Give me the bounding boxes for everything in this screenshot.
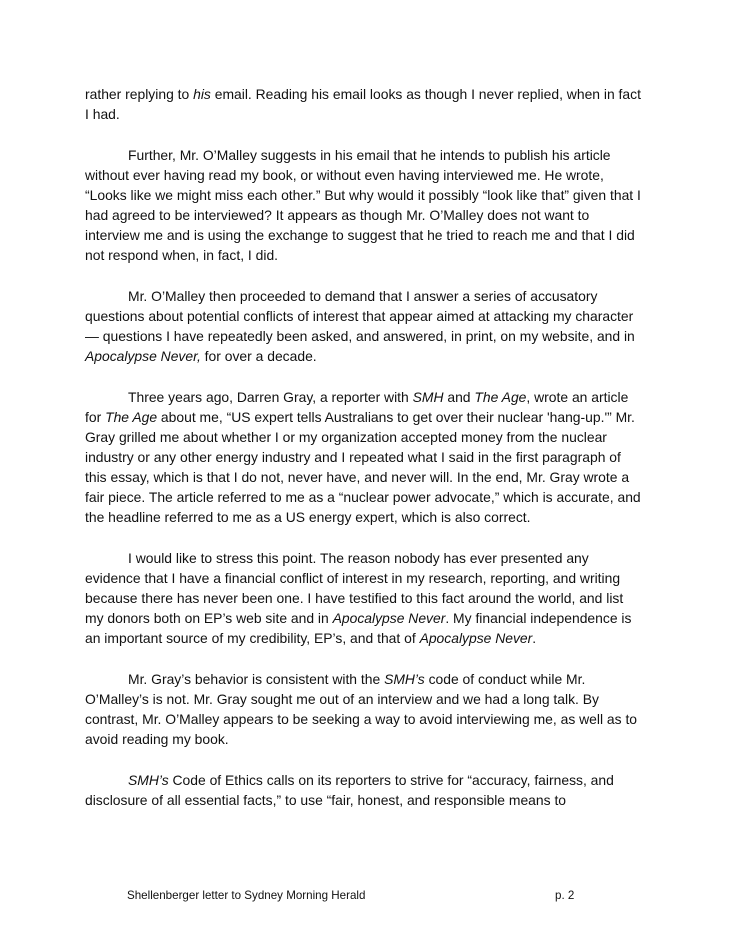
italic-text-run: Apocalypse Never — [419, 629, 533, 646]
paragraph-financial-independence — [85, 549, 645, 649]
text-run: , wrote an article for — [85, 389, 629, 426]
text-run: rather replying to — [85, 86, 194, 102]
italic-text-run: SMH’s — [128, 772, 169, 789]
paragraph-code-of-ethics — [85, 771, 645, 811]
italic-text-run: SMH — [412, 389, 444, 406]
text-run: Mr. Gray’s behavior is consistent with the — [128, 671, 385, 688]
text-run: . — [532, 629, 537, 646]
text-run: email. Reading his email looks as though I never replied, when in fact I had. — [85, 86, 641, 122]
text-run: Further, Mr. O’Malley suggests in his email that he intends to publish his article without ever having read my book, or without even having interviewed me. He wrote, “Looks like we might miss each other.” But why would it possibly “look like that” given that I had agreed to be interviewed? It appears as though Mr. O’Malley does not want to interview me and is using the exchange to suggest that he tried to reach me and that I did not respond when, in fact, I did. — [85, 147, 641, 263]
italic-text-run: Apocalypse Never — [332, 609, 446, 626]
letter-body — [85, 85, 645, 833]
text-run: Code of Ethics calls on its reporters to strive for “accuracy, fairness, and disclosure of all essential facts,” to use “fair, honest, and responsible means to — [85, 772, 614, 809]
text-run: Three years ago, Darren Gray, a reporter with — [128, 389, 413, 406]
text-run: code of conduct while Mr. O’Malley’s is not. Mr. Gray sought me out of an interview and we had a long talk. By contrast, Mr. O’Malley appears to be seeking a way to avoid interviewing me, as well as to avoid reading my book. — [85, 671, 638, 747]
text-run: for over a decade. — [200, 347, 317, 364]
text-run: Mr. O’Malley then proceeded to demand that I answer a series of accusatory questions about potential conflicts of interest that appear aimed at attacking my character — questions I have repeatedly been asked, and answered, in print, on my website, and in — [85, 288, 635, 345]
paragraph-code-of-conduct — [85, 670, 645, 750]
footer-title: Shellenberger letter to Sydney Morning Herald — [127, 889, 366, 902]
italic-text-run: The Age — [105, 409, 158, 426]
italic-text-run: his — [193, 86, 211, 102]
italic-text-run: Apocalypse Never, — [85, 347, 201, 364]
italic-text-run: SMH’s — [384, 671, 425, 688]
paragraph-accusatory-questions — [85, 287, 645, 367]
text-run: I would like to stress this point. The reason nobody has ever presented any evidence that I have a financial conflict of interest in my research, reporting, and writing because there has never been one. I have testified to this fact around the world, and list my donors both on EP’s web site and in — [85, 550, 624, 626]
page-number: p. 2 — [555, 889, 575, 902]
paragraph-interview-claim — [85, 146, 645, 265]
text-run: and — [443, 389, 475, 406]
paragraph-darren-gray — [85, 388, 645, 527]
text-run: . My financial independence is an important source of my credibility, EP’s, and that of — [85, 609, 632, 646]
paragraph-continuation — [85, 85, 645, 125]
italic-text-run: The Age — [474, 389, 527, 406]
text-run: about me, “US expert tells Australians to get over their nuclear 'hang-up.'” Mr. Gray grilled me about whether I or my organization accepted money from the nuclear industry or any other energy industry and I repeated what I said in the first paragraph of this essay, which is that I do not, never have, and never will. In the end, Mr. Gray wrote a fair piece. The article referred to me as a “nuclear power advocate,” which is accurate, and the headline referred to me as a US energy expert, which is also correct. — [85, 409, 641, 525]
